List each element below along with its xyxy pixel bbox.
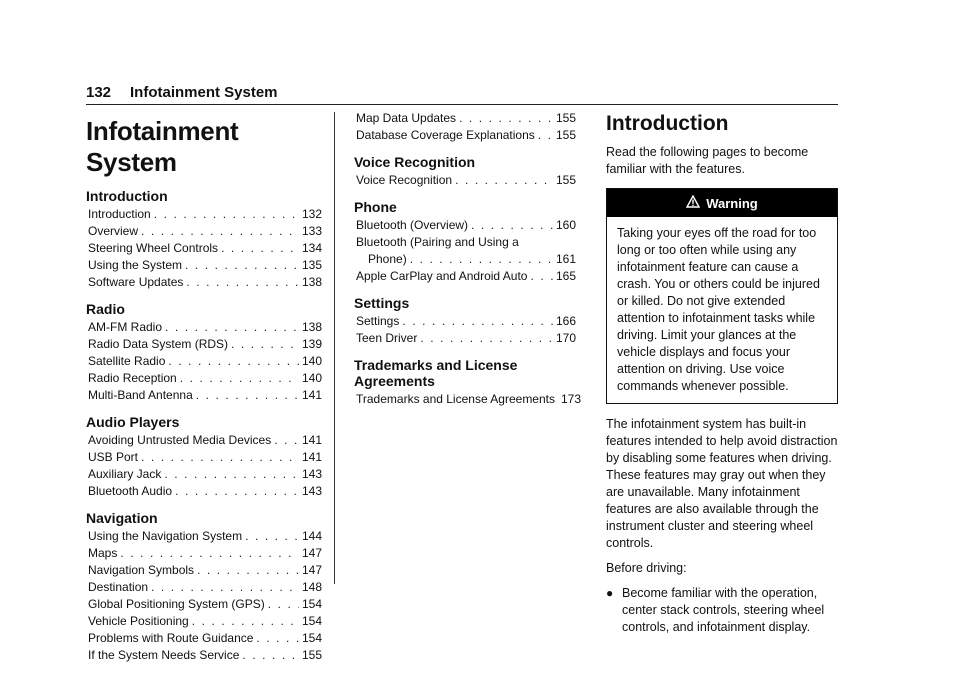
toc-entry[interactable] bbox=[354, 217, 576, 234]
toc-entry-page: 140 bbox=[301, 371, 322, 385]
intro-lead: Read the following pages to become familiar with the features. bbox=[606, 145, 809, 176]
dot-leader bbox=[154, 206, 299, 223]
toc-entry[interactable] bbox=[86, 240, 322, 257]
toc-section-title: Introduction bbox=[86, 188, 168, 204]
toc-entry-label: Voice Recognition bbox=[356, 173, 453, 187]
toc-entry-label: Radio Reception bbox=[88, 371, 177, 385]
dot-leader bbox=[197, 562, 299, 579]
dot-leader bbox=[141, 449, 299, 466]
toc-entry-page: 155 bbox=[301, 648, 322, 662]
toc-entry-label: Global Positioning System (GPS) bbox=[88, 597, 265, 611]
toc-entry[interactable] bbox=[86, 206, 322, 223]
toc-entry-page: 140 bbox=[301, 354, 322, 368]
header-section-title: Infotainment System bbox=[130, 84, 278, 101]
dot-leader bbox=[221, 240, 299, 257]
toc-entry[interactable] bbox=[86, 579, 322, 596]
dot-leader bbox=[274, 432, 299, 449]
dot-leader bbox=[151, 579, 299, 596]
dot-leader bbox=[168, 353, 299, 370]
toc-entry-label: Introduction bbox=[88, 207, 151, 221]
toc-entry-label: Avoiding Untrusted Media Devices bbox=[88, 433, 272, 447]
toc-entry[interactable] bbox=[86, 596, 322, 613]
toc-entry-label: Overview bbox=[88, 224, 139, 238]
toc-entry[interactable] bbox=[86, 257, 322, 274]
intro-title: Introduction bbox=[606, 112, 729, 135]
toc-entry[interactable] bbox=[86, 336, 322, 353]
bullet-text: Become familiar with the operation, center stack controls, steering wheel controls, and infotainment display. bbox=[622, 586, 825, 634]
dot-leader bbox=[165, 319, 299, 336]
toc-entry-page: 132 bbox=[301, 207, 322, 221]
toc-entry-page: 154 bbox=[301, 614, 322, 628]
toc-entry-page: 138 bbox=[301, 320, 322, 334]
toc-entry[interactable] bbox=[86, 545, 322, 562]
toc-entry[interactable] bbox=[354, 268, 576, 285]
book-title: Infotainment System bbox=[86, 116, 239, 177]
toc-entry[interactable] bbox=[86, 466, 322, 483]
introduction-column bbox=[606, 110, 838, 636]
toc-section-title: Voice Recognition bbox=[354, 154, 476, 170]
toc-section-title: Settings bbox=[354, 295, 410, 311]
toc-entry[interactable] bbox=[86, 370, 322, 387]
toc-entry-label: Bluetooth (Overview) bbox=[356, 218, 469, 232]
page-number: 132 bbox=[86, 84, 112, 101]
toc-entry-page: 141 bbox=[301, 433, 322, 447]
toc-entry[interactable] bbox=[86, 647, 322, 664]
toc-entry-page: 147 bbox=[301, 563, 322, 577]
dot-leader bbox=[196, 387, 299, 404]
column-divider bbox=[334, 112, 335, 584]
toc-entry[interactable] bbox=[86, 223, 322, 240]
toc-entry-label: Software Updates bbox=[88, 275, 184, 289]
toc-entry-label: Maps bbox=[88, 546, 118, 560]
toc-column-2 bbox=[354, 110, 582, 408]
toc-entry-label: Radio Data System (RDS) bbox=[88, 337, 229, 351]
toc-entry[interactable] bbox=[86, 353, 322, 370]
dot-leader bbox=[192, 613, 299, 630]
toc-column-1 bbox=[86, 110, 322, 664]
toc-entry-page: 155 bbox=[555, 173, 576, 187]
toc-entry-page: 141 bbox=[301, 388, 322, 402]
toc-entry-label: Multi-Band Antenna bbox=[88, 388, 193, 402]
dot-leader bbox=[420, 330, 553, 347]
dot-leader bbox=[185, 257, 299, 274]
toc-entry-page: 166 bbox=[555, 314, 576, 328]
header-rule bbox=[86, 104, 838, 105]
toc-entry-label: Auxiliary Jack bbox=[88, 467, 162, 481]
intro-body: The infotainment system has built-in features intended to help avoid distraction by disabling some features when driving. These features may gray out when they are unavailable. Many infotainment features are also available through the instrument cluster and steering wheel controls. bbox=[606, 417, 838, 550]
toc-entry[interactable] bbox=[86, 613, 322, 630]
toc-entry-label: If the System Needs Service bbox=[88, 648, 240, 662]
dot-leader bbox=[175, 483, 299, 500]
toc-entry-page: 138 bbox=[301, 275, 322, 289]
list-item bbox=[606, 585, 838, 636]
warning-triangle-icon bbox=[686, 195, 700, 211]
dot-leader bbox=[471, 217, 553, 234]
dot-leader bbox=[231, 336, 299, 353]
dot-leader bbox=[530, 268, 553, 285]
toc-entry-label-continued: Phone) bbox=[368, 252, 407, 266]
toc-entry-label: AM-FM Radio bbox=[88, 320, 163, 334]
toc-entry[interactable] bbox=[86, 562, 322, 579]
bullet-icon: ● bbox=[606, 586, 614, 600]
running-header bbox=[86, 84, 838, 104]
toc-entry-label: Settings bbox=[356, 314, 400, 328]
toc-entry-label: Map Data Updates bbox=[356, 111, 457, 125]
toc-entry[interactable] bbox=[86, 432, 322, 449]
toc-entry[interactable] bbox=[354, 172, 576, 189]
dot-leader bbox=[164, 466, 299, 483]
dot-leader bbox=[242, 647, 299, 664]
toc-entry-label: Destination bbox=[88, 580, 149, 594]
toc-entry-label: Satellite Radio bbox=[88, 354, 166, 368]
toc-entry[interactable] bbox=[354, 251, 576, 268]
toc-entry-label: Vehicle Positioning bbox=[88, 614, 189, 628]
toc-entry-page: 170 bbox=[555, 331, 576, 345]
toc-entry-page: 144 bbox=[301, 529, 322, 543]
dot-leader bbox=[455, 172, 553, 189]
toc-entry-label: USB Port bbox=[88, 450, 139, 464]
dot-leader bbox=[180, 370, 299, 387]
toc-entry-page: 141 bbox=[301, 450, 322, 464]
dot-leader bbox=[186, 274, 299, 291]
toc-section-title: Trademarks and License Agreements bbox=[354, 357, 518, 389]
toc-entry[interactable] bbox=[86, 274, 322, 291]
toc-entry-page: 143 bbox=[301, 484, 322, 498]
toc-entry-label: Database Coverage Explanations bbox=[356, 128, 535, 142]
warning-text: Taking your eyes off the road for too long or too often while using any infotainment feature can cause a crash. You or others could be injured or killed. Do not give extended attention to infotainment tasks while driving. Limit your glances at the vehicle displays and focus your attention on driving. Use voice commands whenever possible. bbox=[617, 226, 820, 393]
toc-entry[interactable] bbox=[354, 313, 576, 330]
dot-leader bbox=[402, 313, 553, 330]
toc-entry-page: 165 bbox=[555, 269, 576, 283]
toc-entry-page: 173 bbox=[561, 392, 582, 406]
toc-section-title: Navigation bbox=[86, 510, 158, 526]
toc-entry-page: 134 bbox=[301, 241, 322, 255]
toc-entry[interactable] bbox=[354, 127, 576, 144]
toc-entry-page: 133 bbox=[301, 224, 322, 238]
toc-entry-label: Bluetooth Audio bbox=[88, 484, 173, 498]
toc-entry-page: 160 bbox=[555, 218, 576, 232]
toc-entry-label: Using the Navigation System bbox=[88, 529, 243, 543]
toc-entry-label: Navigation Symbols bbox=[88, 563, 195, 577]
toc-entry-page: 155 bbox=[555, 111, 576, 125]
toc-entry-page: 148 bbox=[301, 580, 322, 594]
dot-leader bbox=[268, 596, 299, 613]
toc-entry-label[interactable]: Bluetooth (Pairing and Using a bbox=[356, 235, 519, 249]
warning-box bbox=[606, 188, 838, 404]
toc-section-title: Phone bbox=[354, 199, 397, 215]
toc-entry-page: 143 bbox=[301, 467, 322, 481]
toc-entry-page: 161 bbox=[555, 252, 576, 266]
toc-entry-label: Problems with Route Guidance bbox=[88, 631, 254, 645]
dot-leader bbox=[538, 127, 553, 144]
toc-entry-page: 147 bbox=[301, 546, 322, 560]
toc-entry-page: 154 bbox=[301, 597, 322, 611]
dot-leader bbox=[245, 528, 299, 545]
toc-entry[interactable] bbox=[354, 110, 576, 127]
dot-leader bbox=[410, 251, 553, 268]
dot-leader bbox=[120, 545, 299, 562]
toc-entry[interactable] bbox=[86, 528, 322, 545]
toc-entry[interactable] bbox=[86, 319, 322, 336]
toc-entry-page: 155 bbox=[555, 128, 576, 142]
warning-header bbox=[607, 189, 837, 217]
dot-leader bbox=[459, 110, 553, 127]
toc-entry-label: Using the System bbox=[88, 258, 183, 272]
dot-leader bbox=[141, 223, 299, 240]
toc-section-title: Audio Players bbox=[86, 414, 180, 430]
toc-entry[interactable] bbox=[354, 330, 576, 347]
toc-section-title: Radio bbox=[86, 301, 125, 317]
toc-entry-page: 154 bbox=[301, 631, 322, 645]
toc-entry-label: Apple CarPlay and Android Auto bbox=[356, 269, 528, 283]
dot-leader bbox=[256, 630, 299, 647]
toc-entry[interactable] bbox=[86, 387, 322, 404]
toc-entry-label: Trademarks and License Agreements bbox=[356, 392, 555, 406]
toc-entry[interactable] bbox=[86, 449, 322, 466]
toc-entry-page: 139 bbox=[301, 337, 322, 351]
toc-entry[interactable] bbox=[86, 483, 322, 500]
toc-entry-label: Steering Wheel Controls bbox=[88, 241, 219, 255]
toc-entry-page: 135 bbox=[301, 258, 322, 272]
warning-label: Warning bbox=[706, 195, 758, 211]
before-driving-label: Before driving: bbox=[606, 561, 687, 575]
toc-entry[interactable] bbox=[86, 630, 322, 647]
toc-entry[interactable] bbox=[354, 391, 582, 408]
toc-entry-label: Teen Driver bbox=[356, 331, 418, 345]
